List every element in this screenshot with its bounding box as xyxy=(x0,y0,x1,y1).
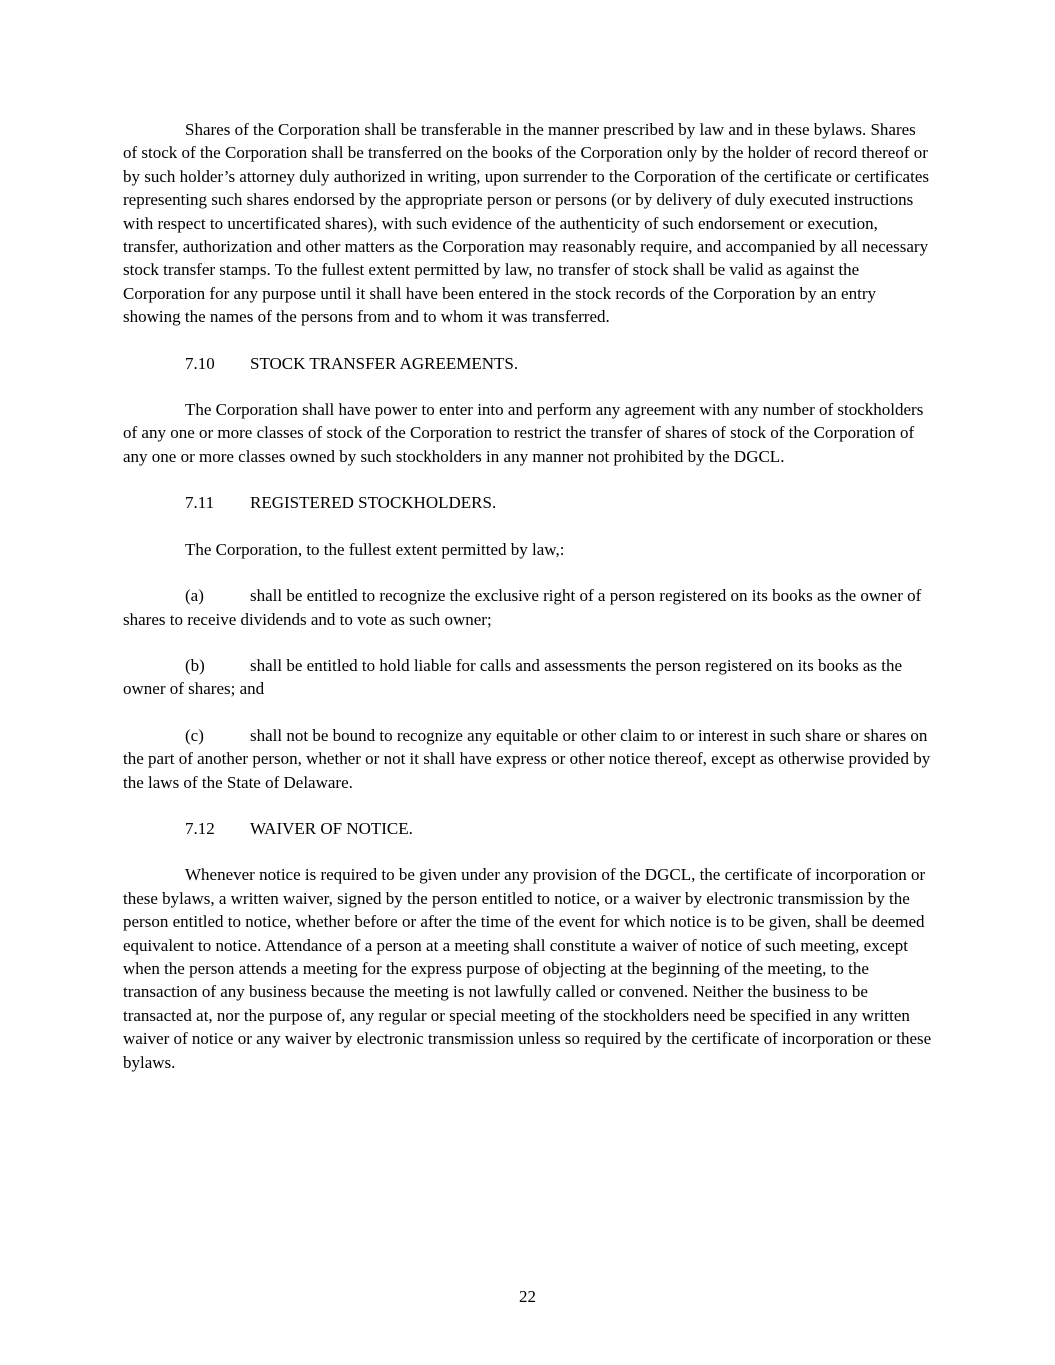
document-page xyxy=(123,118,933,1097)
list-item-c-text: shall not be bound to recognize any equitable or other claim to or interest in such share or shares on the part of another person, whether or not it shall have express or other notice thereof, except as otherwise provided by the laws of the State of Delaware. xyxy=(123,725,931,792)
list-item-b-text: shall be entitled to hold liable for calls and assessments the person registered on its books as the owner of shares; and xyxy=(123,655,902,699)
section-title-7-10: STOCK TRANSFER AGREEMENTS. xyxy=(250,353,519,373)
list-item-b xyxy=(123,654,933,701)
list-item-b-label: (b) xyxy=(185,655,205,675)
list-item-a-text: shall be entitled to recognize the exclusive right of a person registered on its books as the owner of shares to receive dividends and to vote as such owner; xyxy=(123,586,922,629)
paragraph-7-10-body: The Corporation shall have power to enter into and perform any agreement with any number of stockholders of any one or more classes of stock of the Corporation to restrict the transfer of shares of stock of the Corporation of any one or more classes owned by such stockholders in any manner not prohibited by the DGCL. xyxy=(123,400,924,466)
section-heading-7-12 xyxy=(123,817,933,840)
section-number-7-11: 7.11 xyxy=(185,493,215,513)
paragraph-7-12-body: Whenever notice is required to be given under any provision of the DGCL, the certificate of incorporation or these bylaws, a written waiver, signed by the person entitled to notice, or a waiver by electronic transmission by the person entitled to notice, whether before or after the time of the event for which notice is to be given, shall be deemed equivalent to notice. Attendance of a person at a meeting shall constitute a waiver of notice of such meeting, except when the person attends a meeting for the express purpose of objecting at the beginning of the meeting, to the transaction of any business because the meeting is not lawfully called or convened. Neither the business to be transacted at, nor the purpose of, any regular or special meeting of the stockholders need be specified in any written waiver of notice or any waiver by electronic transmission unless so required by the certificate of incorporation or these bylaws. xyxy=(123,865,932,1072)
list-item-c xyxy=(123,724,933,794)
paragraph-stock-transfer-body: Shares of the Corporation shall be transferable in the manner prescribed by law and in these bylaws. Shares of stock of the Corporation shall be transferred on the books of the Corporation only by the holder of record thereof or by such holder’s attorney duly authorized in writing, upon surrender to the Corporation of the certificate or certificates representing such shares endorsed by the appropriate person or persons (or by delivery of duly executed instructions with respect to uncertificated shares), with such evidence of the authenticity of such endorsement or execution, transfer, authorization and other matters as the Corporation may reasonably require, and accompanied by all necessary stock transfer stamps. To the fullest extent permitted by law, no transfer of stock shall be valid as against the Corporation for any purpose until it shall have been entered in the stock records of the Corporation by an entry showing the names of the persons from and to whom it was transferred. xyxy=(123,120,929,327)
page-number: 22 xyxy=(519,1287,536,1306)
section-title-7-11: REGISTERED STOCKHOLDERS. xyxy=(250,493,497,513)
list-item-c-label: (c) xyxy=(185,725,204,745)
section-number-7-12: 7.12 xyxy=(185,818,215,838)
list-item-a-label: (a) xyxy=(185,586,204,606)
paragraph-7-11-intro: The Corporation, to the fullest extent permitted by law,: xyxy=(185,539,565,559)
section-number-7-10: 7.10 xyxy=(185,353,215,373)
section-title-7-12: WAIVER OF NOTICE. xyxy=(250,818,413,838)
section-heading-7-10 xyxy=(123,352,933,375)
section-heading-7-11 xyxy=(123,491,933,514)
list-item-a xyxy=(123,584,933,631)
